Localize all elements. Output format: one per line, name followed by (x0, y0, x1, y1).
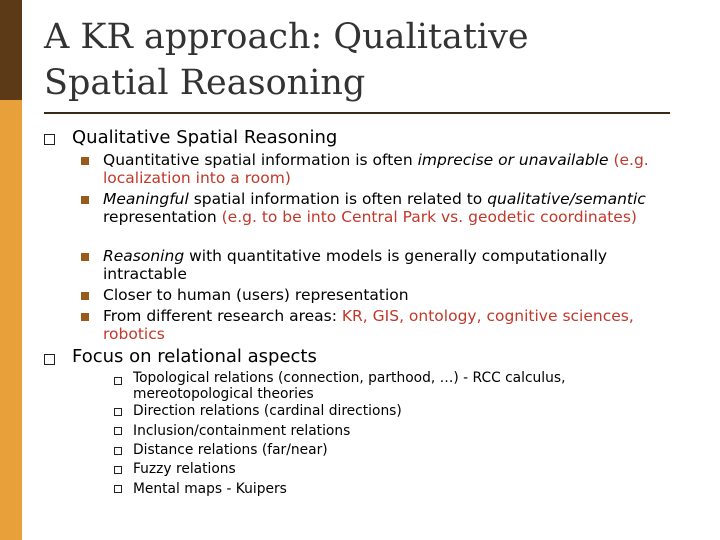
highlighted-text: (e.g. localization into a room) (103, 151, 649, 187)
list-item: Direction relations (cardinal directions) (133, 403, 402, 419)
highlighted-text: KR, GIS, ontology, cognitive sciences, robotics (103, 307, 634, 343)
accent-bar-top (0, 0, 22, 100)
text-run: Closer to human (users) representation (103, 286, 409, 304)
filled-square-bullet-icon (81, 313, 89, 321)
list-item: Topological relations (connection, parthood, …) - RCC calculus, mereotopological theories (133, 370, 566, 402)
slide-title: A KR approach: Qualitative Spatial Reasoning (44, 17, 529, 103)
hollow-square-bullet-icon (114, 447, 122, 455)
list-item (103, 190, 663, 226)
section-heading-spatial-reasoning: Qualitative Spatial Reasoning (72, 127, 338, 148)
hollow-square-bullet-icon (114, 377, 122, 385)
square-bullet-icon (44, 354, 55, 365)
list-item (103, 307, 663, 343)
filled-square-bullet-icon (81, 196, 89, 204)
list-item: Distance relations (far/near) (133, 442, 328, 458)
hollow-square-bullet-icon (114, 485, 122, 493)
accent-bar-bottom (0, 100, 22, 540)
list-item: Inclusion/containment relations (133, 423, 351, 439)
highlighted-text: (e.g. to be into Central Park vs. geodetic coordinates) (221, 208, 637, 226)
title-divider (44, 112, 670, 114)
emphasized-text: Meaningful (103, 190, 189, 208)
emphasized-text: imprecise or unavailable (417, 151, 609, 169)
hollow-square-bullet-icon (114, 408, 122, 416)
text-run: with quantitative models is generally computationally intractable (103, 247, 608, 283)
hollow-square-bullet-icon (114, 466, 122, 474)
filled-square-bullet-icon (81, 253, 89, 261)
section-heading-relational-aspects: Focus on relational aspects (72, 346, 317, 367)
list-item (103, 151, 663, 187)
text-run: Quantitative spatial information is often (103, 151, 418, 169)
emphasized-text: qualitative/semantic (487, 190, 646, 208)
emphasized-text: Reasoning (103, 247, 185, 265)
text-run: From different research areas: (103, 307, 342, 325)
filled-square-bullet-icon (81, 157, 89, 165)
list-item (103, 286, 663, 304)
text-run: representation (103, 208, 222, 226)
list-item: Fuzzy relations (133, 461, 236, 477)
hollow-square-bullet-icon (114, 427, 122, 435)
filled-square-bullet-icon (81, 292, 89, 300)
square-bullet-icon (44, 134, 55, 145)
list-item: Mental maps - Kuipers (133, 481, 287, 497)
text-run: spatial information is often related to (188, 190, 488, 208)
list-item (103, 247, 663, 283)
